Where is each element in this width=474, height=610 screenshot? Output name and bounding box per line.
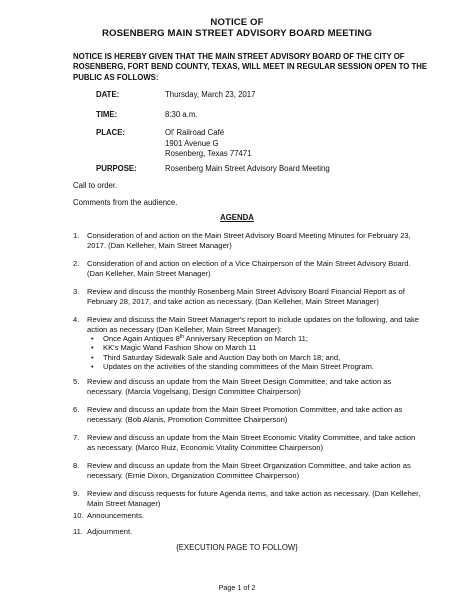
agenda-item-number: 11.	[73, 527, 83, 536]
time-value: 8:30 a.m.	[165, 110, 198, 119]
agenda-item-number: 10.	[73, 511, 84, 520]
purpose-label: PURPOSE:	[96, 164, 137, 173]
agenda-item-number: 5.	[73, 377, 80, 386]
place-value	[165, 128, 252, 160]
place-label: PLACE:	[96, 128, 126, 137]
bullet-item: • Updates on the activities of the standing committees of the Main Street Program.	[91, 361, 374, 371]
agenda-item-text: Review and discuss requests for future Agenda items, and take action as necessary. (Dan Kelleher, Main Street Manager)	[87, 489, 421, 508]
agenda-item-number: 3.	[73, 287, 80, 296]
agenda-item-number: 4.	[73, 315, 80, 324]
agenda-item-number: 7.	[73, 433, 80, 442]
meeting-title: ROSENBERG MAIN STREET ADVISORY BOARD MEETING	[101, 28, 373, 39]
notice-title: NOTICE OF	[210, 17, 264, 28]
agenda-item-text: Review and discuss the monthly Rosenberg Main Street Advisory Board Financial Report as of February 28, 2017, and take action as necessary. (Dan Kelleher, Main Street Manager)	[87, 287, 405, 306]
bullet-item: • Once Again Antiques 8th Anniversary Reception on March 11;	[91, 334, 308, 343]
bullet-icon: •	[91, 352, 94, 362]
audience-comments: Comments from the audience.	[73, 198, 178, 207]
agenda-item-text: Consideration of and action on election of a Vice Chairperson of the Main Street Advisory Board. (Dan Kelleher, Main Street Manager)	[87, 259, 411, 278]
agenda-item-number: 2.	[73, 259, 80, 268]
bullet-icon: •	[91, 334, 94, 343]
agenda-item-number: 8.	[73, 461, 80, 470]
place-line: Rosenberg, Texas 77471	[165, 149, 252, 158]
agenda-item-text: Review and discuss an update from the Main Street Design Committee, and take action as necessary. (Marcia Vogelsang, Design Committee Chairperson)	[87, 377, 392, 396]
bullet-item: • Third Saturday Sidewalk Sale and Auction Day both on March 18; and,	[91, 352, 341, 362]
agenda-heading: AGENDA	[220, 213, 254, 222]
place-line: Ol' Railroad Café	[165, 128, 225, 137]
agenda-item-text: Announcements.	[87, 511, 144, 520]
time-label: TIME:	[96, 110, 118, 119]
call-to-order: Call to order.	[73, 181, 118, 190]
agenda-item-text: Review and discuss an update from the Main Street Economic Vitality Committee, and take action as necessary. (Marco Ruiz, Economic Vitality Committee Chairperson)	[87, 433, 416, 452]
agenda-item-number: 9.	[73, 489, 80, 498]
agenda-item-text: Review and discuss an update from the Main Street Organization Committee, and take action as necessary. (Ernie Dixon, Organization Committee Chairperson)	[87, 461, 411, 480]
agenda-item-text: Review and discuss the Main Street Manager's report to include updates on the following, and take action as necessary (Dan Kelleher, Main Street Manager):	[87, 315, 419, 334]
notice-line: PUBLIC AS FOLLOWS:	[73, 72, 159, 82]
bullet-icon: •	[91, 343, 94, 353]
notice-statement	[73, 52, 428, 83]
agenda-item-number: 6.	[73, 405, 80, 414]
agenda-item-text: Consideration of and action on the Main Street Advisory Board Meeting Minutes for February 23, 2017. (Dan Kelleher, Main Street Manager)	[87, 231, 411, 250]
execution-page-note: {EXECUTION PAGE TO FOLLOW}	[176, 543, 298, 552]
agenda-item-number: 1.	[73, 231, 80, 240]
place-line: 1901 Avenue G	[165, 138, 219, 148]
bullet-item: • KK's Magic Wand Fashion Show on March 11	[91, 343, 257, 353]
page-number: Page 1 of 2	[218, 583, 256, 592]
notice-line: NOTICE IS HEREBY GIVEN THAT THE MAIN STREET ADVISORY BOARD OF THE CITY OF	[73, 52, 405, 61]
agenda-item-text: Adjournment.	[87, 527, 133, 536]
date-value: Thursday, March 23, 2017	[165, 90, 256, 99]
date-label: DATE:	[96, 90, 120, 99]
agenda-item-text: Review and discuss an update from the Main Street Promotion Committee, and take action as necessary. (Bob Alanis, Promotion Committee Chairperson)	[87, 405, 403, 424]
notice-line: ROSENBERG, FORT BEND COUNTY, TEXAS, WILL MEET IN REGULAR SESSION OPEN TO THE	[73, 62, 428, 72]
purpose-value: Rosenberg Main Street Advisory Board Meeting	[165, 164, 330, 173]
bullet-icon: •	[91, 361, 94, 371]
